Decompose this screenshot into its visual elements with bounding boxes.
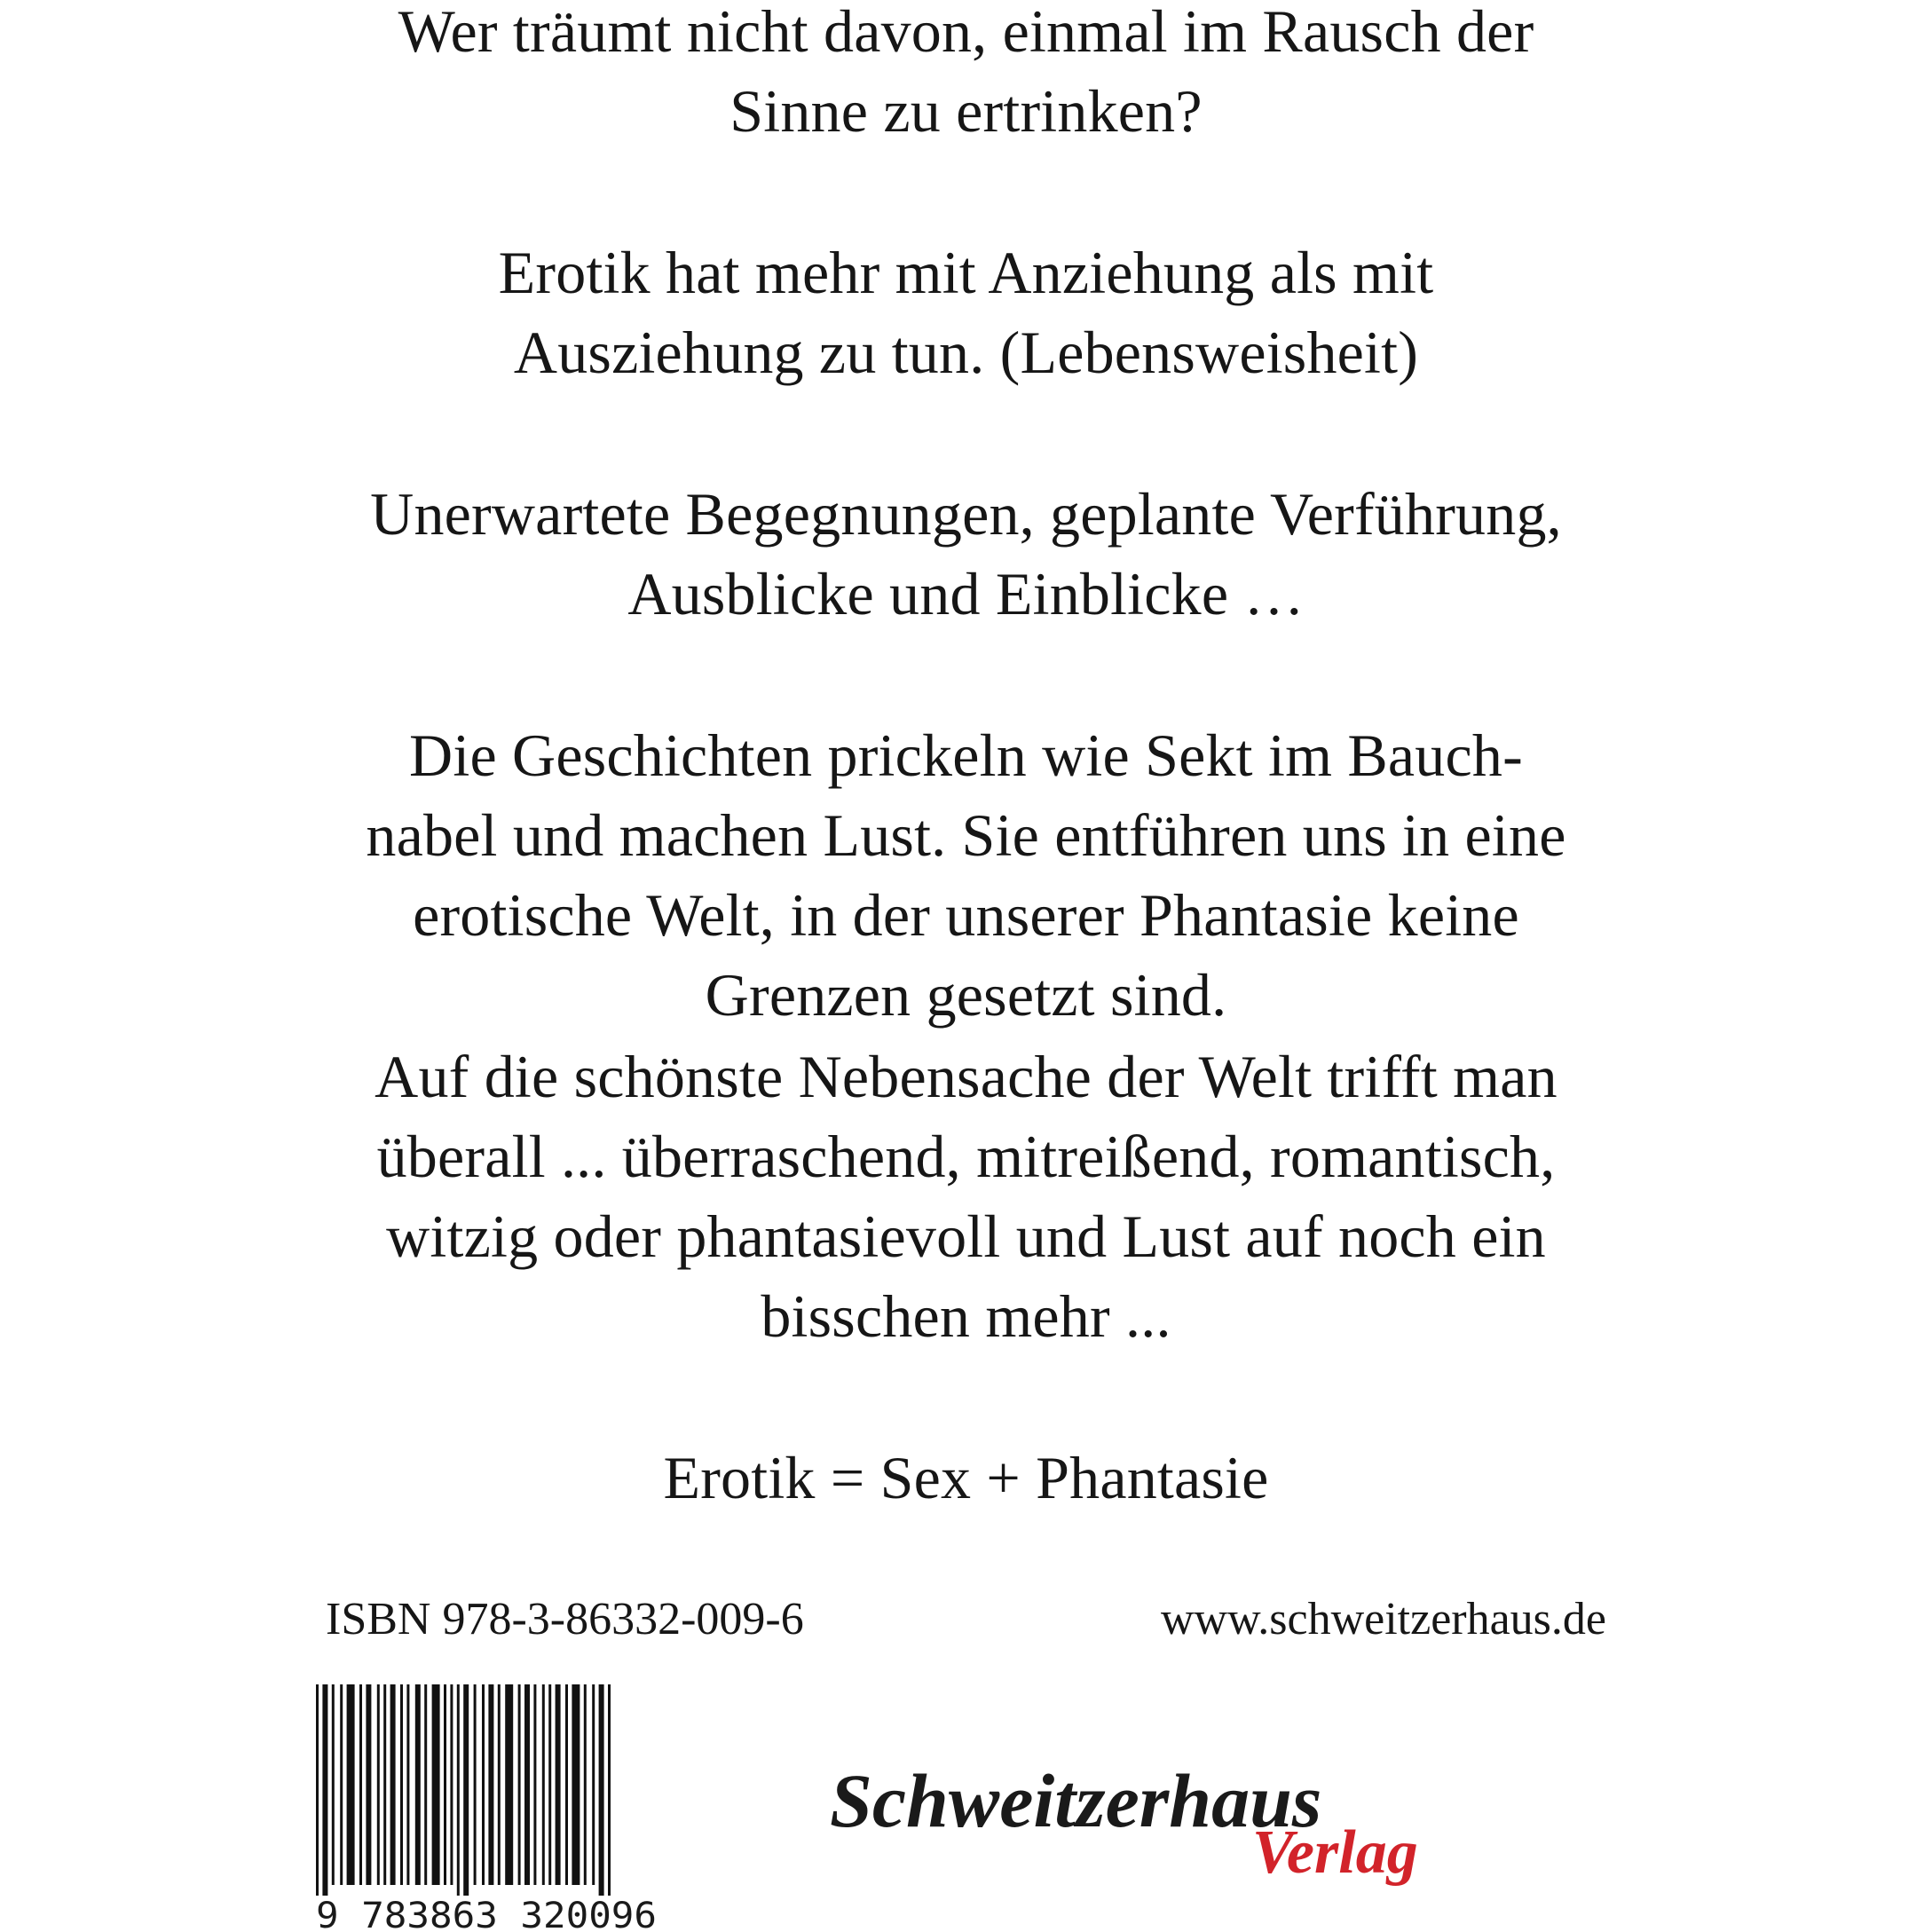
barcode-bar (406, 1684, 409, 1885)
blurb-line: bisschen mehr ... (761, 1282, 1171, 1350)
blurb-paragraph-5 (0, 1037, 1932, 1356)
isbn-label: ISBN 978-3-86332-009-6 (326, 1594, 804, 1644)
barcode-bar (463, 1684, 469, 1896)
tagline-text: Erotik = Sex + Phantasie (663, 1444, 1269, 1511)
publisher-logo (830, 1757, 1433, 1890)
barcode-bar (599, 1684, 604, 1896)
barcode-bar (415, 1684, 421, 1885)
barcode-bar (533, 1684, 536, 1885)
barcode-bar (498, 1684, 501, 1885)
blurb-line: witzig oder phantasievoll und Lust auf noch ein (386, 1203, 1546, 1270)
barcode-bar (377, 1684, 380, 1885)
blurb-line: Sinne zu ertrinken? (729, 77, 1203, 145)
blurb-paragraph-2 (0, 233, 1932, 392)
barcode-digits: 9 783863 320096 (316, 1896, 657, 1931)
barcode-bar (572, 1684, 580, 1885)
blurb-line: Erotik hat mehr mit Anziehung als mit (498, 239, 1434, 306)
barcode-bar (524, 1684, 530, 1885)
blurb-line: Ausblicke und Einblicke … (627, 560, 1305, 627)
barcode-bar (390, 1684, 396, 1885)
barcode-bar (505, 1684, 513, 1885)
barcode-bar (424, 1684, 427, 1885)
barcode-bar (542, 1684, 545, 1885)
logo-text-black: Schweitzerhaus (830, 1758, 1322, 1843)
logo-text-red: Verlag (1252, 1818, 1418, 1887)
barcode-bar (488, 1684, 493, 1885)
blurb-line: Auf die schönste Nebensache der Welt trifft man (375, 1043, 1557, 1110)
barcode-bar (548, 1684, 551, 1885)
barcode-bar (322, 1684, 327, 1896)
blurb-paragraph-1 (0, 0, 1932, 151)
barcode-bar (366, 1684, 371, 1885)
barcode-bar (474, 1684, 477, 1885)
barcode-bar (608, 1684, 611, 1896)
barcode-bar (347, 1684, 355, 1885)
barcode-bar (359, 1684, 362, 1885)
barcode-bar (556, 1684, 561, 1885)
barcode-bar (592, 1684, 595, 1885)
barcode-bar (565, 1684, 568, 1885)
barcode-bar (383, 1684, 386, 1885)
barcode-bar (444, 1684, 446, 1885)
blurb-line: Die Geschichten prickeln wie Sekt im Bauch- (409, 722, 1523, 789)
publisher-website: www.schweitzerhaus.de (1161, 1594, 1606, 1644)
barcode-bar (400, 1684, 403, 1885)
blurb-tagline (0, 1438, 1932, 1518)
barcode-bar (316, 1684, 319, 1896)
logo-initial-s (830, 1758, 1321, 1843)
barcode-bar (332, 1684, 335, 1885)
blurb-line: überall ... überraschend, mitreißend, romantisch, (376, 1123, 1556, 1190)
blurb-paragraph-4 (0, 715, 1932, 1035)
barcode (311, 1684, 666, 1931)
blurb-line: Grenzen gesetzt sind. (705, 961, 1227, 1029)
barcode-bar (432, 1684, 440, 1885)
blurb-line: Unerwartete Begegnungen, geplante Verführung, (370, 480, 1562, 548)
barcode-bars (316, 1684, 611, 1896)
blurb-paragraph-3 (0, 474, 1932, 634)
barcode-bar (584, 1684, 587, 1885)
barcode-bar (482, 1684, 485, 1885)
barcode-bar (457, 1684, 460, 1896)
barcode-bar (340, 1684, 343, 1885)
blurb-line: erotische Welt, in der unserer Phantasie keine (413, 881, 1519, 949)
blurb-line: nabel und machen Lust. Sie entführen uns in eine (366, 801, 1566, 869)
blurb-line: Wer träumt nicht davon, einmal im Rausch der (398, 0, 1534, 65)
barcode-bar (518, 1684, 521, 1885)
barcode-bar (450, 1684, 453, 1885)
blurb-line: Ausziehung zu tun. (Lebensweisheit) (513, 319, 1419, 386)
